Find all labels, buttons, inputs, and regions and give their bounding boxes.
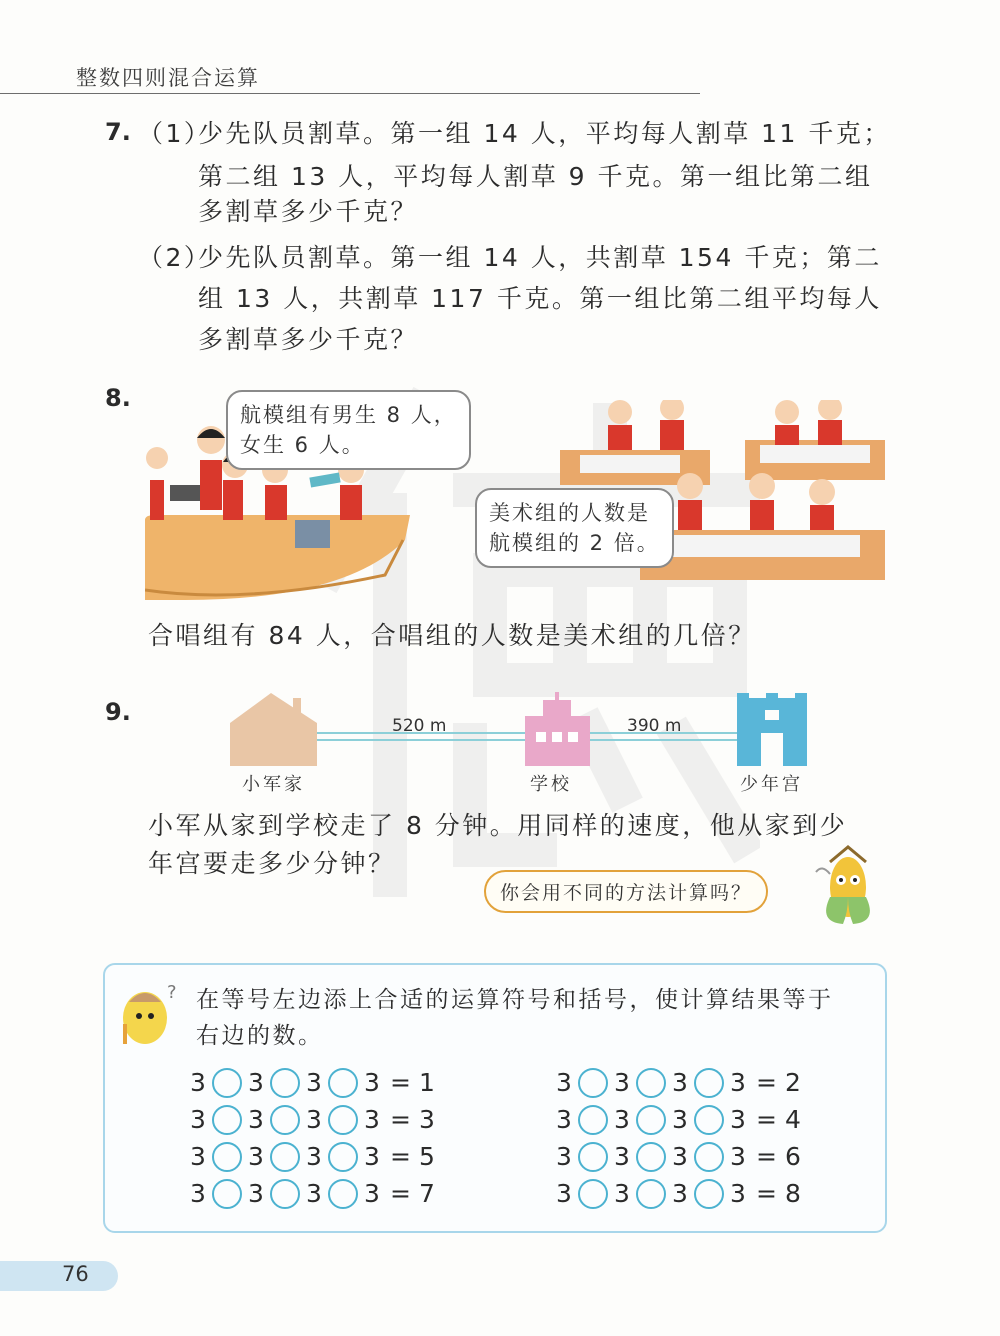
operator-slot[interactable] xyxy=(694,1142,724,1172)
operand: 3 xyxy=(614,1179,630,1208)
distance-home-school: 520 m xyxy=(392,716,447,736)
operator-slot[interactable] xyxy=(270,1105,300,1135)
operand: 3 xyxy=(248,1068,264,1097)
equations-right xyxy=(554,1064,801,1212)
operand: 3 xyxy=(672,1179,688,1208)
operator-slot[interactable] xyxy=(636,1142,666,1172)
label-home: 小军家 xyxy=(242,774,305,795)
operator-slot[interactable] xyxy=(270,1142,300,1172)
operand: 3 xyxy=(614,1105,630,1134)
target-result: 8 xyxy=(784,1179,801,1208)
operator-slot[interactable] xyxy=(212,1105,242,1135)
bubble-left-line2: 女生 6 人。 xyxy=(240,433,365,457)
target-result: 7 xyxy=(418,1179,435,1208)
operator-slot[interactable] xyxy=(328,1142,358,1172)
operand: 3 xyxy=(364,1105,380,1134)
question-8-number: 8. xyxy=(105,384,131,412)
equation-row xyxy=(188,1175,435,1212)
hint-bubble: 你会用不同的方法计算吗？ xyxy=(484,870,768,913)
q7-part1-line2: 第二组 13 人，平均每人割草 9 千克。第一组比第二组 xyxy=(198,162,873,191)
q7-part2-line3: 多割草多少千克？ xyxy=(198,325,419,354)
operator-slot[interactable] xyxy=(270,1179,300,1209)
operand: 3 xyxy=(364,1179,380,1208)
target-result: 3 xyxy=(418,1105,435,1134)
header-rule xyxy=(0,93,700,94)
operator-slot[interactable] xyxy=(578,1142,608,1172)
model-group-speech-bubble xyxy=(226,390,471,470)
equation-row xyxy=(554,1101,801,1138)
puzzle-instruction-line1: 在等号左边添上合适的运算符号和括号，使计算结果等于 xyxy=(196,987,834,1013)
question-9-number: 9. xyxy=(105,698,131,726)
operand: 3 xyxy=(364,1142,380,1171)
target-result: 4 xyxy=(784,1105,801,1134)
operand: 3 xyxy=(556,1068,572,1097)
bubble-right-line2: 航模组的 2 倍。 xyxy=(489,531,660,555)
target-result: 6 xyxy=(784,1142,801,1171)
target-result: 2 xyxy=(784,1068,801,1097)
operand: 3 xyxy=(190,1105,206,1134)
operand: 3 xyxy=(730,1142,746,1171)
equation-row xyxy=(188,1101,435,1138)
operand: 3 xyxy=(306,1142,322,1171)
operand: 3 xyxy=(306,1068,322,1097)
q7-part1-label: （1） xyxy=(138,119,212,148)
operand: 3 xyxy=(190,1068,206,1097)
q7-part1-line1: 少先队员割草。第一组 14 人，平均每人割草 11 千克； xyxy=(198,119,891,148)
equals-sign: = xyxy=(390,1179,411,1208)
label-school: 学校 xyxy=(530,774,572,795)
operand: 3 xyxy=(306,1179,322,1208)
q7-part2-label: （2） xyxy=(138,243,212,272)
operand: 3 xyxy=(248,1142,264,1171)
operator-slot[interactable] xyxy=(636,1068,666,1098)
q7-part1-line3: 多割草多少千克？ xyxy=(198,197,419,226)
equation-row xyxy=(554,1138,801,1175)
equals-sign: = xyxy=(756,1142,777,1171)
label-youth-palace: 少年宫 xyxy=(740,774,803,795)
school-icon xyxy=(525,692,590,766)
equation-row xyxy=(554,1175,801,1212)
operand: 3 xyxy=(248,1179,264,1208)
operator-slot[interactable] xyxy=(636,1179,666,1209)
operator-slot[interactable] xyxy=(636,1105,666,1135)
operand: 3 xyxy=(730,1068,746,1097)
operator-slot[interactable] xyxy=(328,1105,358,1135)
equals-sign: = xyxy=(390,1068,411,1097)
operator-slot[interactable] xyxy=(212,1068,242,1098)
operator-slot[interactable] xyxy=(578,1179,608,1209)
palace-icon xyxy=(737,693,807,766)
operator-slot[interactable] xyxy=(578,1105,608,1135)
operand: 3 xyxy=(672,1068,688,1097)
operand: 3 xyxy=(190,1142,206,1171)
route-diagram xyxy=(225,688,815,768)
house-icon xyxy=(230,693,317,766)
equals-sign: = xyxy=(756,1068,777,1097)
q9-line1: 小军从家到学校走了 8 分钟。用同样的速度，他从家到少 xyxy=(148,811,848,840)
target-result: 5 xyxy=(418,1142,435,1171)
operand: 3 xyxy=(556,1179,572,1208)
chapter-title: 整数四则混合运算 xyxy=(76,66,260,90)
distance-school-palace: 390 m xyxy=(627,716,682,736)
operand: 3 xyxy=(306,1105,322,1134)
page-number: 76 xyxy=(62,1262,89,1286)
equation-row xyxy=(188,1064,435,1101)
operand: 3 xyxy=(614,1142,630,1171)
equation-row xyxy=(554,1064,801,1101)
art-group-speech-bubble xyxy=(475,488,674,568)
operand: 3 xyxy=(614,1068,630,1097)
equation-row xyxy=(188,1138,435,1175)
operator-slot[interactable] xyxy=(212,1142,242,1172)
equals-sign: = xyxy=(756,1179,777,1208)
operand: 3 xyxy=(556,1142,572,1171)
operator-slot[interactable] xyxy=(328,1179,358,1209)
operand: 3 xyxy=(556,1105,572,1134)
equals-sign: = xyxy=(390,1142,411,1171)
operator-slot[interactable] xyxy=(694,1105,724,1135)
q9-line2: 年宫要走多少分钟？ xyxy=(148,849,396,878)
question-7-number: 7. xyxy=(105,118,131,146)
operator-slot[interactable] xyxy=(270,1068,300,1098)
q7-part2-line2: 组 13 人，共割草 117 千克。第一组比第二组平均每人 xyxy=(198,284,882,313)
equals-sign: = xyxy=(390,1105,411,1134)
q8-question: 合唱组有 84 人，合唱组的人数是美术组的几倍？ xyxy=(148,621,756,650)
bubble-left-line1: 航模组有男生 8 人， xyxy=(240,403,457,427)
bubble-right-line1: 美术组的人数是 xyxy=(489,501,650,525)
operator-slot[interactable] xyxy=(578,1068,608,1098)
page-number-tab xyxy=(0,1261,118,1291)
operand: 3 xyxy=(730,1105,746,1134)
operator-slot[interactable] xyxy=(694,1068,724,1098)
operator-slot[interactable] xyxy=(212,1179,242,1209)
svg-text:?: ? xyxy=(167,982,177,1003)
operand: 3 xyxy=(672,1105,688,1134)
operand: 3 xyxy=(672,1142,688,1171)
operand: 3 xyxy=(190,1179,206,1208)
equals-sign: = xyxy=(756,1105,777,1134)
puzzle-instruction-line2: 右边的数。 xyxy=(196,1023,324,1049)
operator-slot[interactable] xyxy=(694,1179,724,1209)
operand: 3 xyxy=(248,1105,264,1134)
operand: 3 xyxy=(730,1179,746,1208)
operator-slot[interactable] xyxy=(328,1068,358,1098)
operand: 3 xyxy=(364,1068,380,1097)
equations-left xyxy=(188,1064,435,1212)
corn-mascot-icon xyxy=(808,842,888,932)
q7-part2-line1: 少先队员割草。第一组 14 人，共割草 154 千克；第二 xyxy=(198,243,882,272)
thinking-mascot-icon xyxy=(115,978,185,1050)
target-result: 1 xyxy=(418,1068,435,1097)
